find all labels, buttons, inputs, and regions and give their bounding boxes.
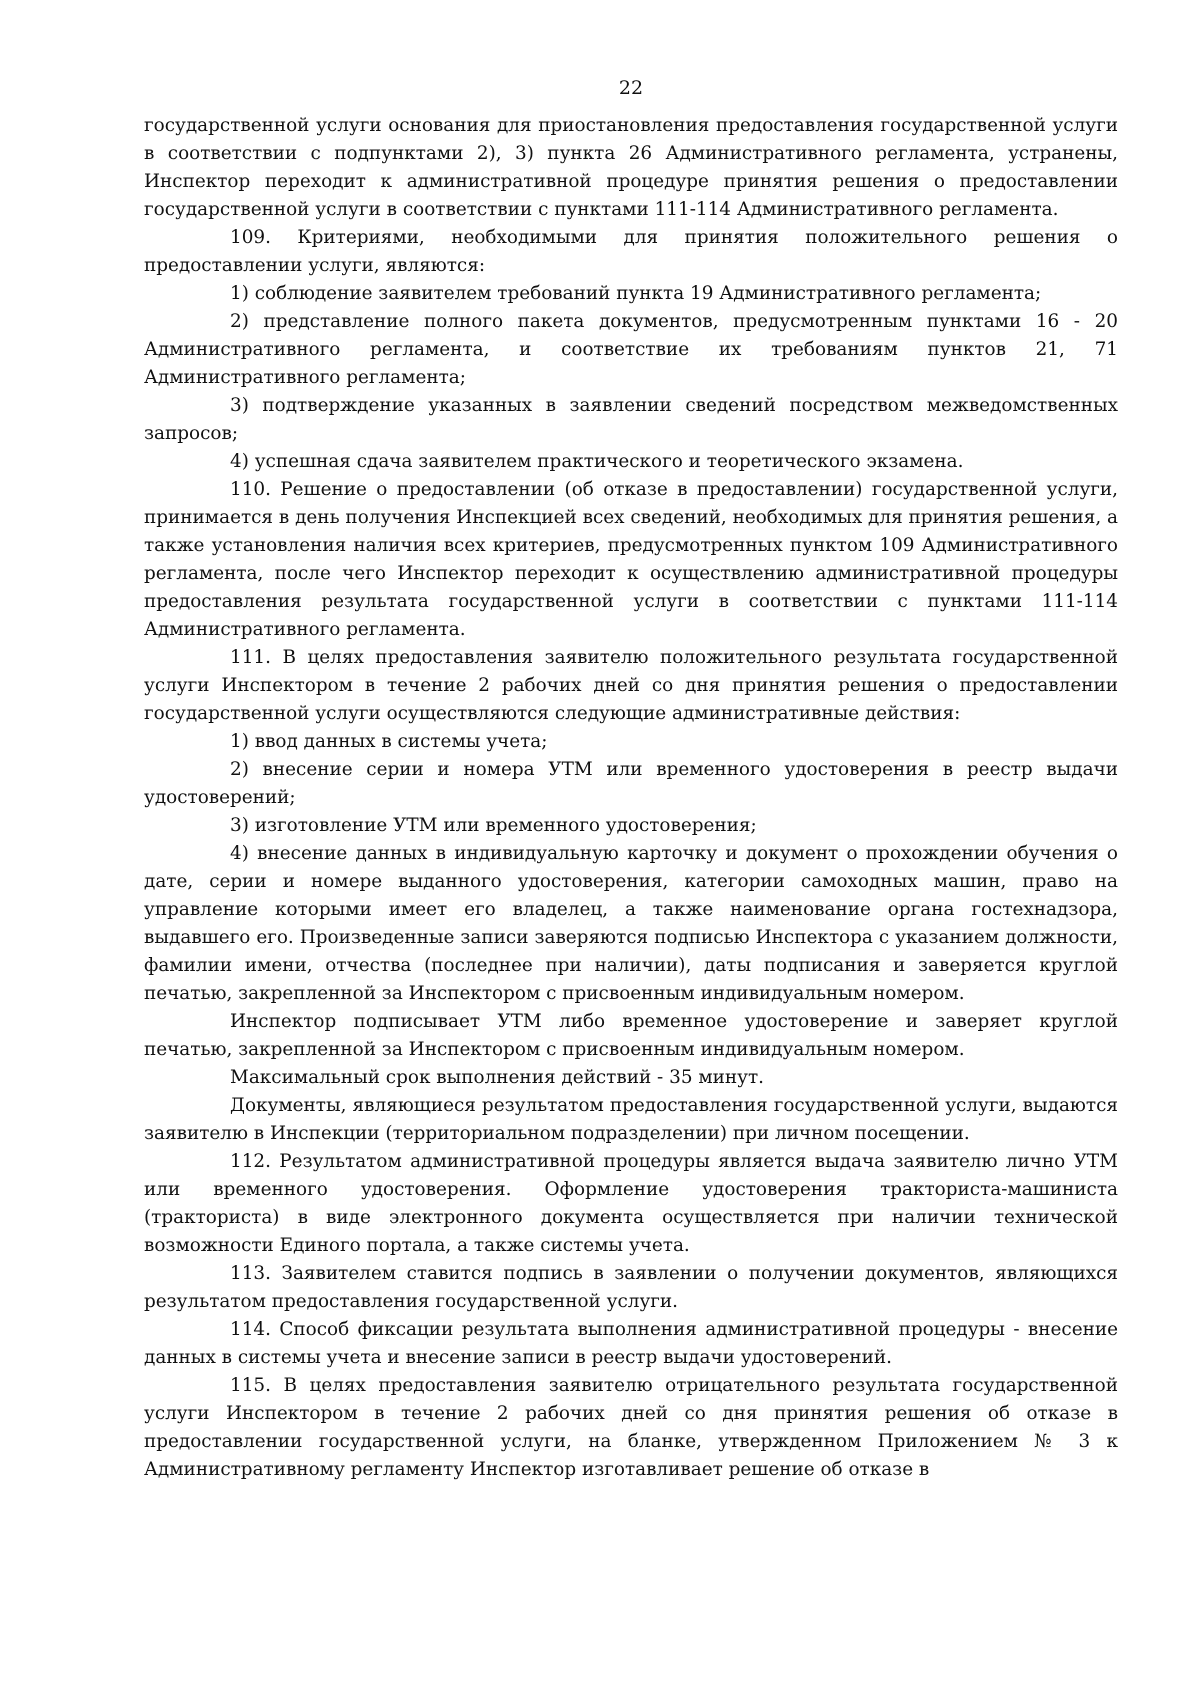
page-number: 22 bbox=[618, 77, 644, 99]
paragraph: Инспектор подписывает УТМ либо временное удостоверение и заверяет круглой печатью, закрепленной за Инспектором с присвоенным индивидуальным номером. bbox=[144, 1011, 1118, 1060]
list-item: 1) ввод данных в системы учета; bbox=[230, 731, 548, 752]
paragraph: 109. Критериями, необходимыми для принятия положительного решения о предоставлении услуги, являются: bbox=[144, 227, 1118, 276]
paragraph: 110. Решение о предоставлении (об отказе в предоставлении) государственной услуги, принимается в день получения Инспекцией всех сведений, необходимых для принятия решения, а также установления наличия всех критериев, предусмотренных пунктом 109 Административного регламента, после чего Инспектор переходит к осуществлению административной процедуры предоставления результата государственной услуги в соответствии с пунктами 111-114 Административного регламента. bbox=[144, 479, 1118, 640]
paragraph: 113. Заявителем ставится подпись в заявлении о получении документов, являющихся результатом предоставления государственной услуги. bbox=[144, 1263, 1118, 1312]
list-item: 3) изготовление УТМ или временного удостоверения; bbox=[230, 815, 757, 836]
paragraph: Документы, являющиеся результатом предоставления государственной услуги, выдаются заявителю в Инспекции (территориальном подразделении) при личном посещении. bbox=[144, 1095, 1118, 1144]
paragraph: 112. Результатом административной процедуры является выдача заявителю лично УТМ или временного удостоверения. Оформление удостоверения тракториста-машиниста (тракториста) в виде электронного документа осуществляется при наличии технической возможности Единого портала, а также системы учета. bbox=[144, 1151, 1118, 1256]
paragraph: Максимальный срок выполнения действий - 35 минут. bbox=[230, 1067, 765, 1088]
paragraph: государственной услуги основания для приостановления предоставления государственной услуги в соответствии с подпунктами 2), 3) пункта 26 Административного регламента, устранены, Инспектор переходит к административной процедуре принятия решения о предоставлении государственной услуги в соответствии с пунктами 111-114 Административного регламента. bbox=[144, 115, 1118, 220]
list-item: 2) представление полного пакета документов, предусмотренным пунктами 16 - 20 Административного регламента, и соответствие их требованиям пунктов 21, 71 Административного регламента; bbox=[144, 311, 1118, 388]
list-item: 4) успешная сдача заявителем практического и теоретического экзамена. bbox=[230, 451, 964, 472]
document-page bbox=[144, 76, 1118, 1484]
paragraph: 114. Способ фиксации результата выполнения административной процедуры - внесение данных в системы учета и внесение записи в реестр выдачи удостоверений. bbox=[144, 1319, 1118, 1368]
paragraph: 115. В целях предоставления заявителю отрицательного результата государственной услуги Инспектором в течение 2 рабочих дней со дня принятия решения об отказе в предоставлении государственной услуги, на бланке, утвержденном Приложением № 3 к Административному регламенту Инспектор изготавливает решение об отказе в bbox=[144, 1375, 1118, 1480]
list-item: 2) внесение серии и номера УТМ или временного удостоверения в реестр выдачи удостоверений; bbox=[144, 759, 1118, 808]
list-item: 1) соблюдение заявителем требований пункта 19 Административного регламента; bbox=[230, 283, 1042, 304]
paragraph: 111. В целях предоставления заявителю положительного результата государственной услуги Инспектором в течение 2 рабочих дней со дня принятия решения о предоставлении государственной услуги осуществляются следующие административные действия: bbox=[144, 647, 1118, 724]
list-item: 4) внесение данных в индивидуальную карточку и документ о прохождении обучения о дате, серии и номере выданного удостоверения, категории самоходных машин, право на управление которыми имеет его владелец, а также наименование органа гостехнадзора, выдавшего его. Произведенные записи заверяются подписью Инспектора с указанием должности, фамилии имени, отчества (последнее при наличии), даты подписания и заверяется круглой печатью, закрепленной за Инспектором с присвоенным индивидуальным номером. bbox=[144, 843, 1118, 1004]
document-body bbox=[144, 112, 1118, 1484]
list-item: 3) подтверждение указанных в заявлении сведений посредством межведомственных запросов; bbox=[144, 395, 1118, 444]
